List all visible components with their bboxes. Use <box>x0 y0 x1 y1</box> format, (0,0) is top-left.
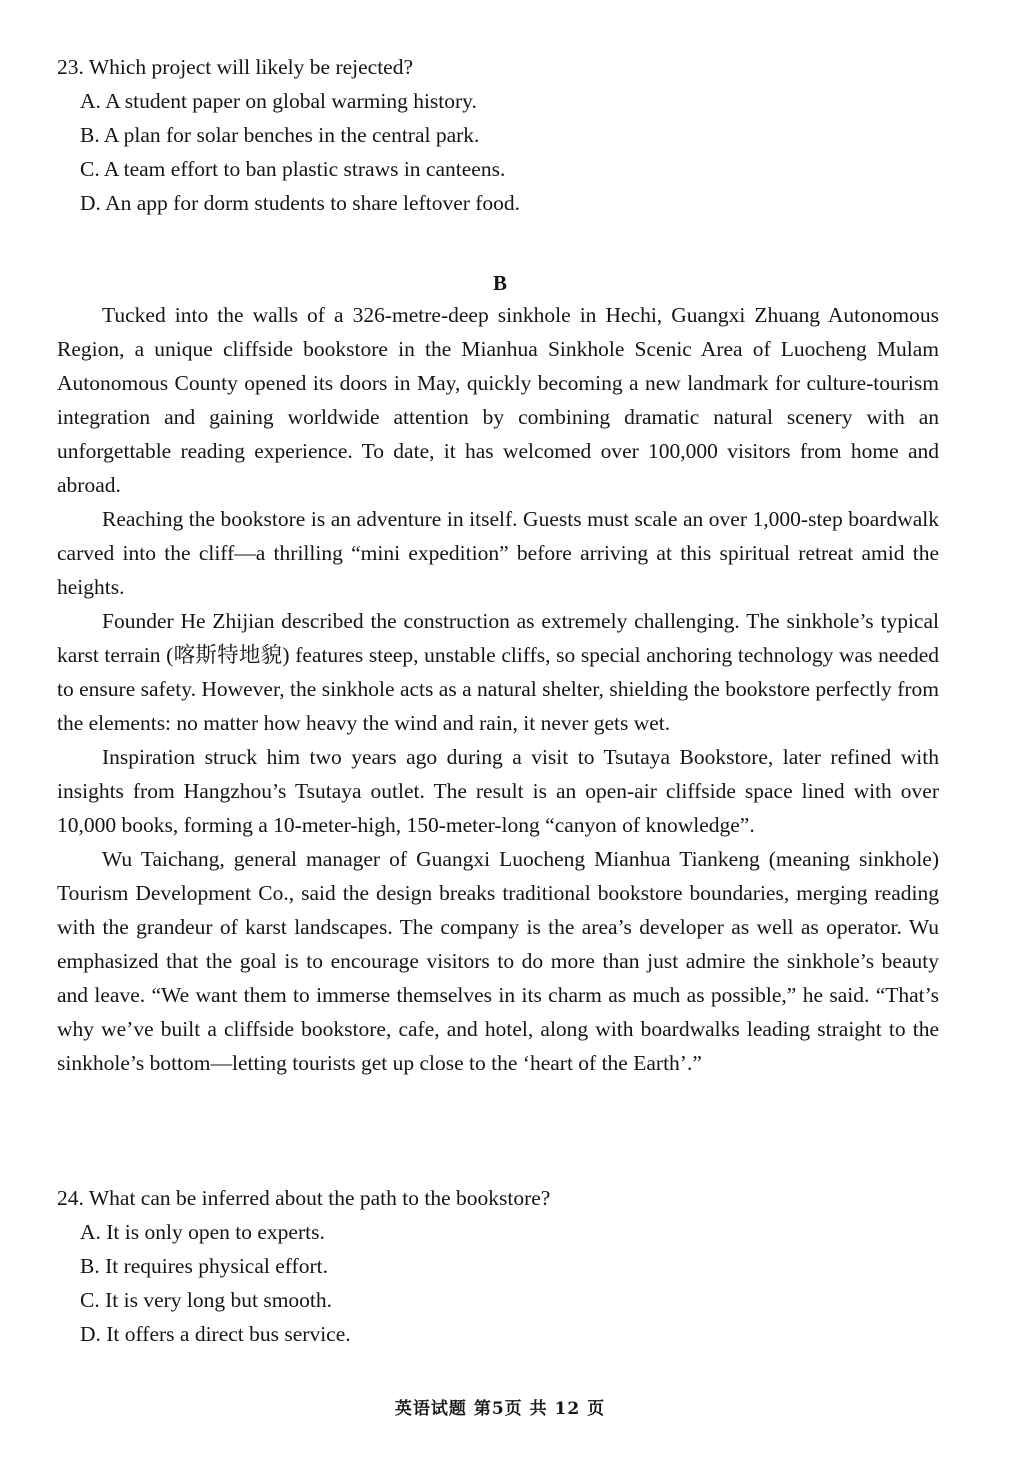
question-23-stem: 23. Which project will likely be rejected? <box>57 55 414 79</box>
passage-paragraph-4: Inspiration struck him two years ago during a visit to Tsutaya Bookstore, later refined with insights from Hangzhou’s Tsutaya outlet. The result is an open-air cliffside space lined with over 10,000 books, forming a 10-meter-high, 150-meter-long “canyon of knowledge”. <box>57 745 939 837</box>
question-24-stem: 24. What can be inferred about the path to the bookstore? <box>57 1186 551 1210</box>
question-24-option-b: B. It requires physical effort. <box>80 1254 328 1278</box>
passage-paragraph-5: Wu Taichang, general manager of Guangxi Luocheng Mianhua Tiankeng (meaning sinkhole) Tourism Development Co., said the design breaks traditional bookstore boundaries, merging reading with the grandeur of karst landscapes. The company is the area’s developer as well as operator. Wu emphasized that the goal is to encourage visitors to do more than just admire the sinkhole’s beauty and leave. “We want them to immerse themselves in its charm as much as possible,” he said. “That’s why we’ve built a cliffside bookstore, cafe, and hotel, along with boardwalks leading straight to the sinkhole’s bottom—letting tourists get up close to the ‘heart of the Earth’.” <box>57 847 939 1075</box>
page-footer: 英语试题 第5页 共 12 页 <box>394 1399 606 1419</box>
question-23-option-c: C. A team effort to ban plastic straws in canteens. <box>80 157 506 181</box>
question-23-option-b: B. A plan for solar benches in the central park. <box>80 123 480 147</box>
reading-passage <box>57 298 939 1080</box>
question-23-option-a: A. A student paper on global warming history. <box>80 89 477 113</box>
question-23-option-d: D. An app for dorm students to share leftover food. <box>80 191 521 215</box>
question-24-option-a: A. It is only open to experts. <box>80 1220 325 1244</box>
passage-paragraph-2: Reaching the bookstore is an adventure in itself. Guests must scale an over 1,000-step boardwalk carved into the cliff—a thrilling “mini expedition” before arriving at this spiritual retreat amid the heights. <box>57 507 939 599</box>
section-title: B <box>492 271 507 295</box>
passage-paragraph-3: Founder He Zhijian described the construction as extremely challenging. The sinkhole’s typical karst terrain (喀斯特地貌) features steep, unstable cliffs, so special anchoring technology was needed to ensure safety. However, the sinkhole acts as a natural shelter, shielding the bookstore perfectly from the elements: no matter how heavy the wind and rain, it never gets wet. <box>57 609 939 735</box>
question-24-option-c: C. It is very long but smooth. <box>80 1288 333 1312</box>
passage-paragraph-1: Tucked into the walls of a 326-metre-deep sinkhole in Hechi, Guangxi Zhuang Autonomous Region, a unique cliffside bookstore in the Mianhua Sinkhole Scenic Area of Luocheng Mulam Autonomous County opened its doors in May, quickly becoming a new landmark for culture-tourism integration and gaining worldwide attention by combining dramatic natural scenery with an unforgettable reading experience. To date, it has welcomed over 100,000 visitors from home and abroad. <box>57 303 939 497</box>
question-24-option-d: D. It offers a direct bus service. <box>80 1322 351 1346</box>
